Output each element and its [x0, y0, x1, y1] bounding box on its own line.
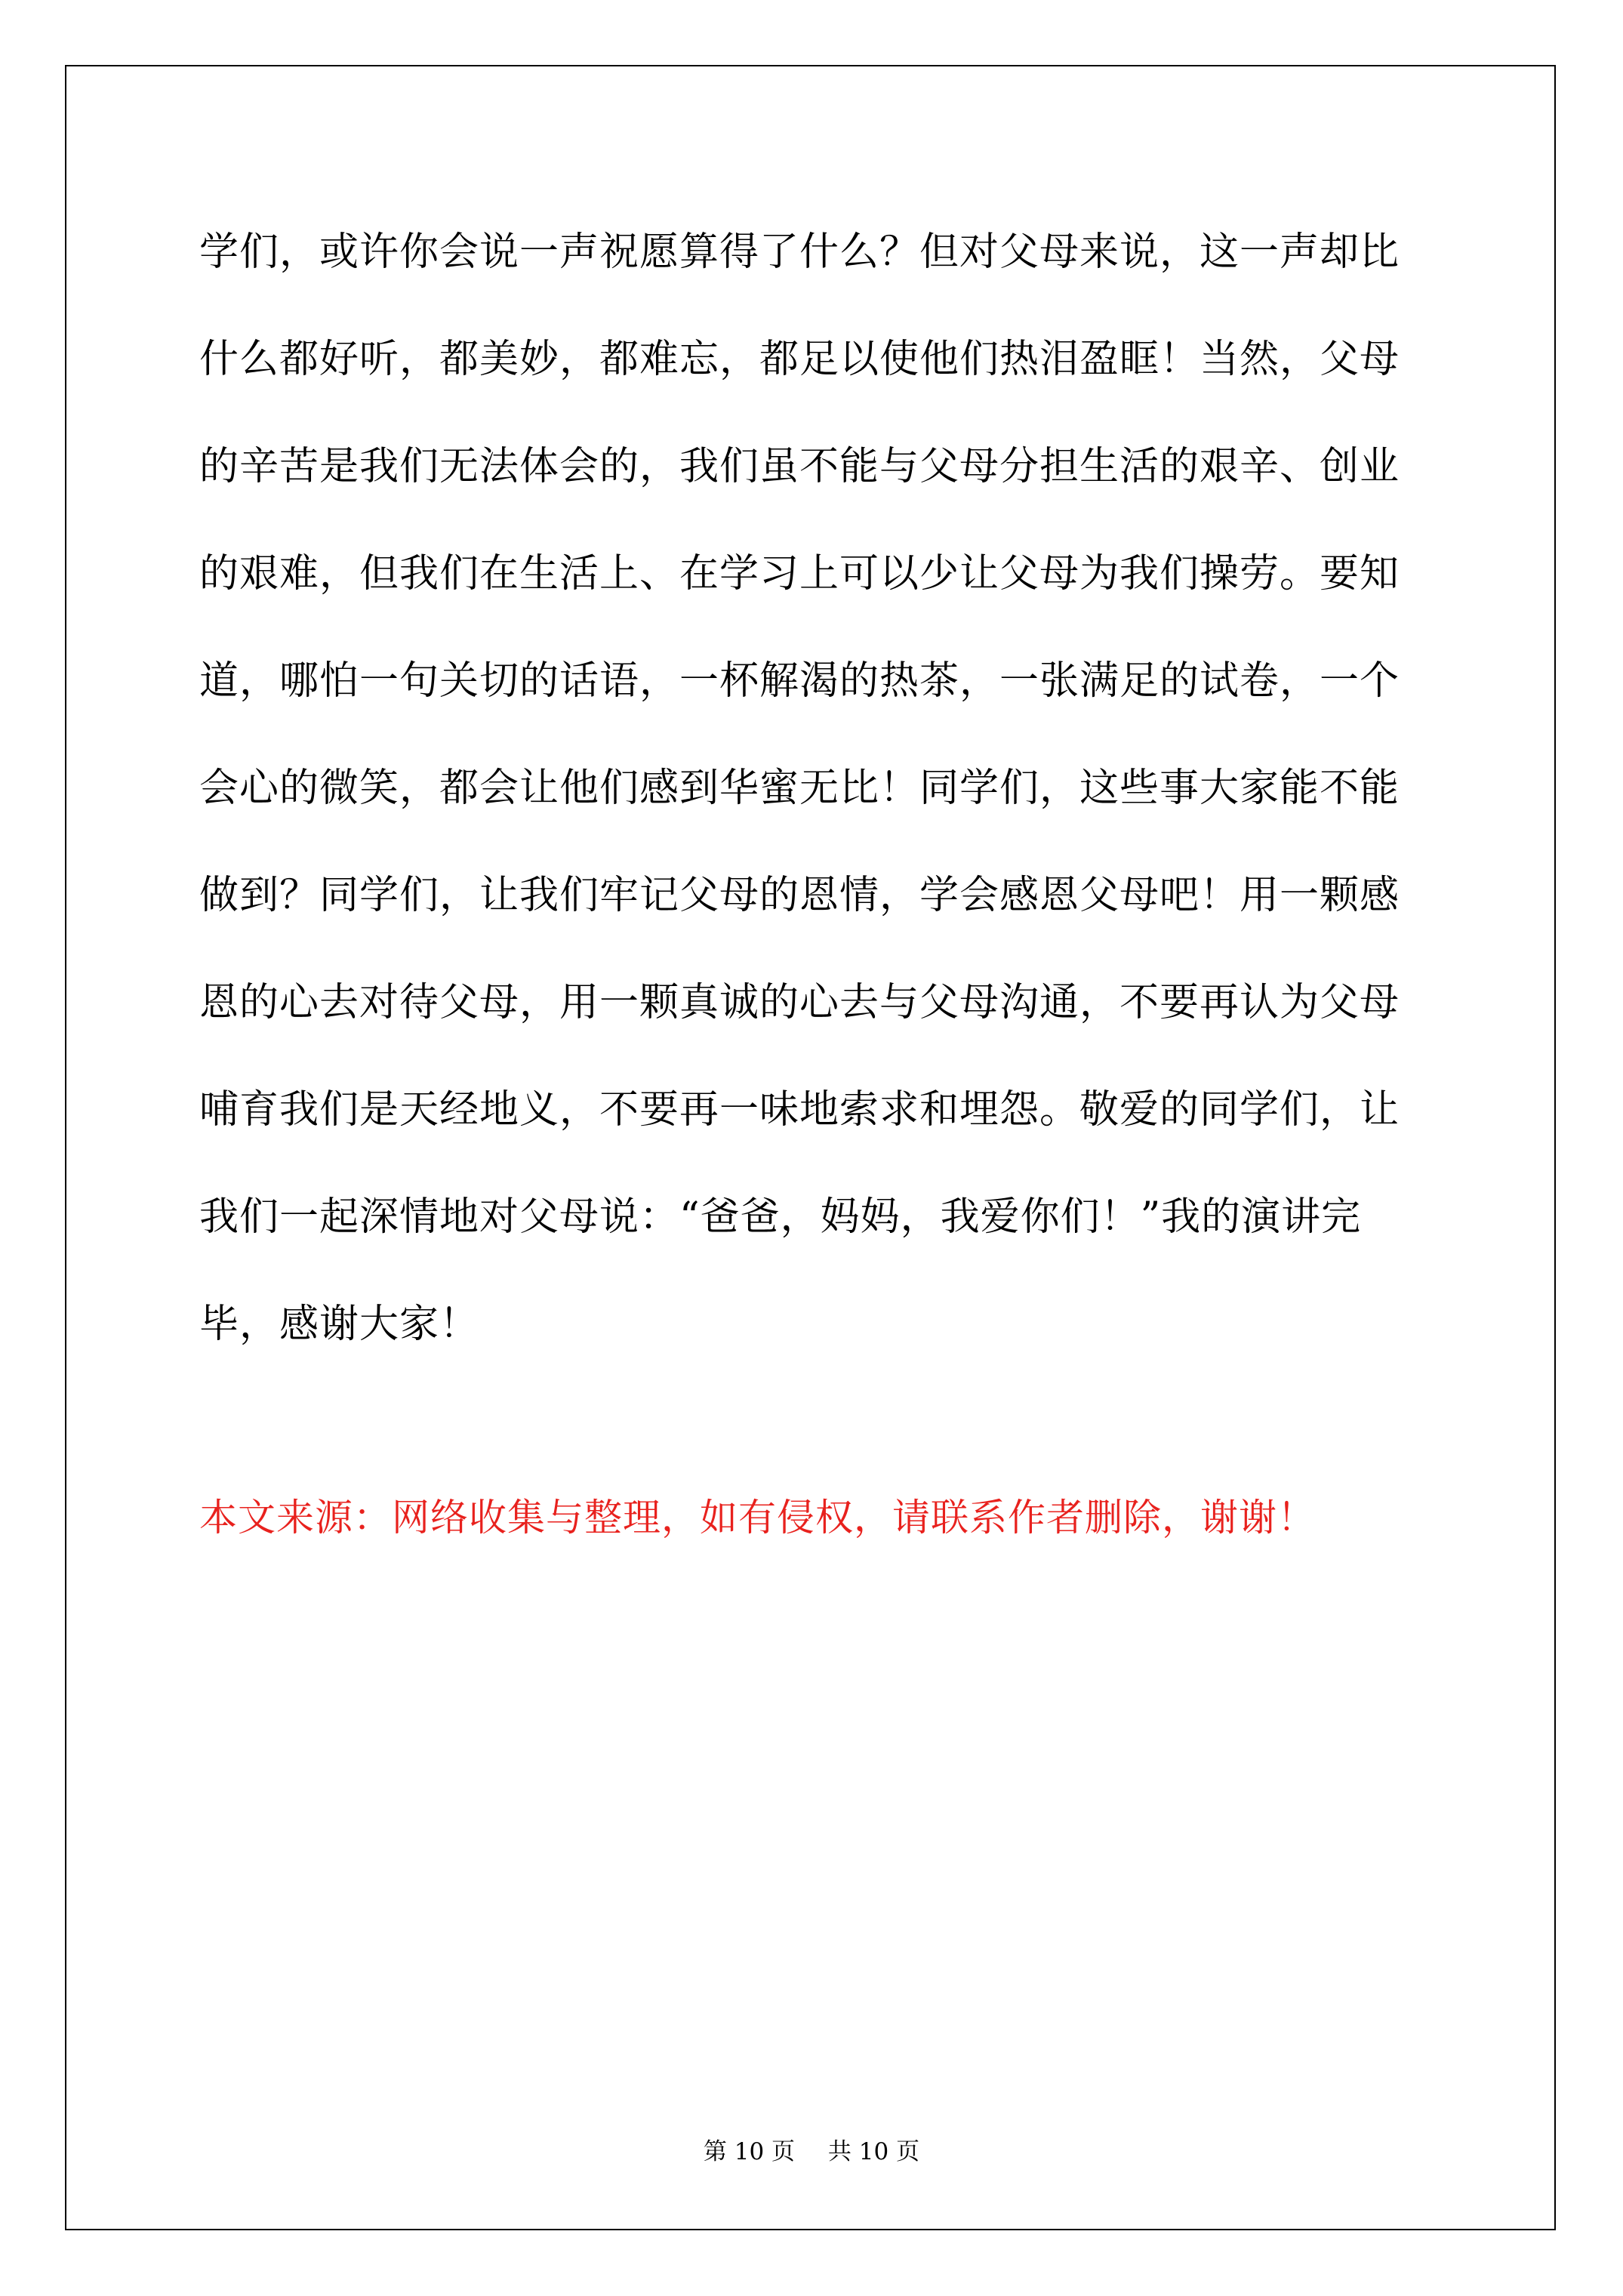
body-line-10: 我们一起深情地对父母说：“爸爸，妈妈，我爱你们！”我的演讲完	[199, 1194, 1362, 1240]
body-line-3: 的辛苦是我们无法体会的，我们虽不能与父母分担生活的艰辛、创业	[199, 444, 1400, 489]
body-line-11: 毕，感谢大家！	[199, 1302, 480, 1347]
source-note: 本文来源：网络收集与整理，如有侵权，请联系作者删除，谢谢！	[199, 1496, 1316, 1539]
page-number-total: 共 10 页	[827, 2138, 920, 2165]
body-line-7: 做到？同学们，让我们牢记父母的恩情，学会感恩父母吧！用一颗感	[199, 873, 1400, 918]
body-line-6: 会心的微笑，都会让他们感到华蜜无比！同学们，这些事大家能不能	[199, 766, 1400, 811]
page-number-current: 第 10 页	[703, 2138, 796, 2165]
page-footer	[0, 2137, 1623, 2167]
body-line-8: 恩的心去对待父母，用一颗真诚的心去与父母沟通，不要再认为父母	[199, 980, 1400, 1025]
body-line-4: 的艰难，但我们在生活上、在学习上可以少让父母为我们操劳。要知	[199, 551, 1400, 596]
body-line-5: 道，哪怕一句关切的话语，一杯解渴的热茶，一张满足的试卷，一个	[199, 658, 1400, 704]
body-line-9: 哺育我们是天经地义，不要再一味地索求和埋怨。敬爱的同学们，让	[199, 1087, 1400, 1133]
document-body	[199, 216, 1430, 1395]
body-line-2: 什么都好听，都美妙，都难忘，都足以使他们热泪盈眶！当然，父母	[199, 337, 1400, 382]
body-line-1: 学们，或许你会说一声祝愿算得了什么？但对父母来说，这一声却比	[199, 230, 1400, 275]
